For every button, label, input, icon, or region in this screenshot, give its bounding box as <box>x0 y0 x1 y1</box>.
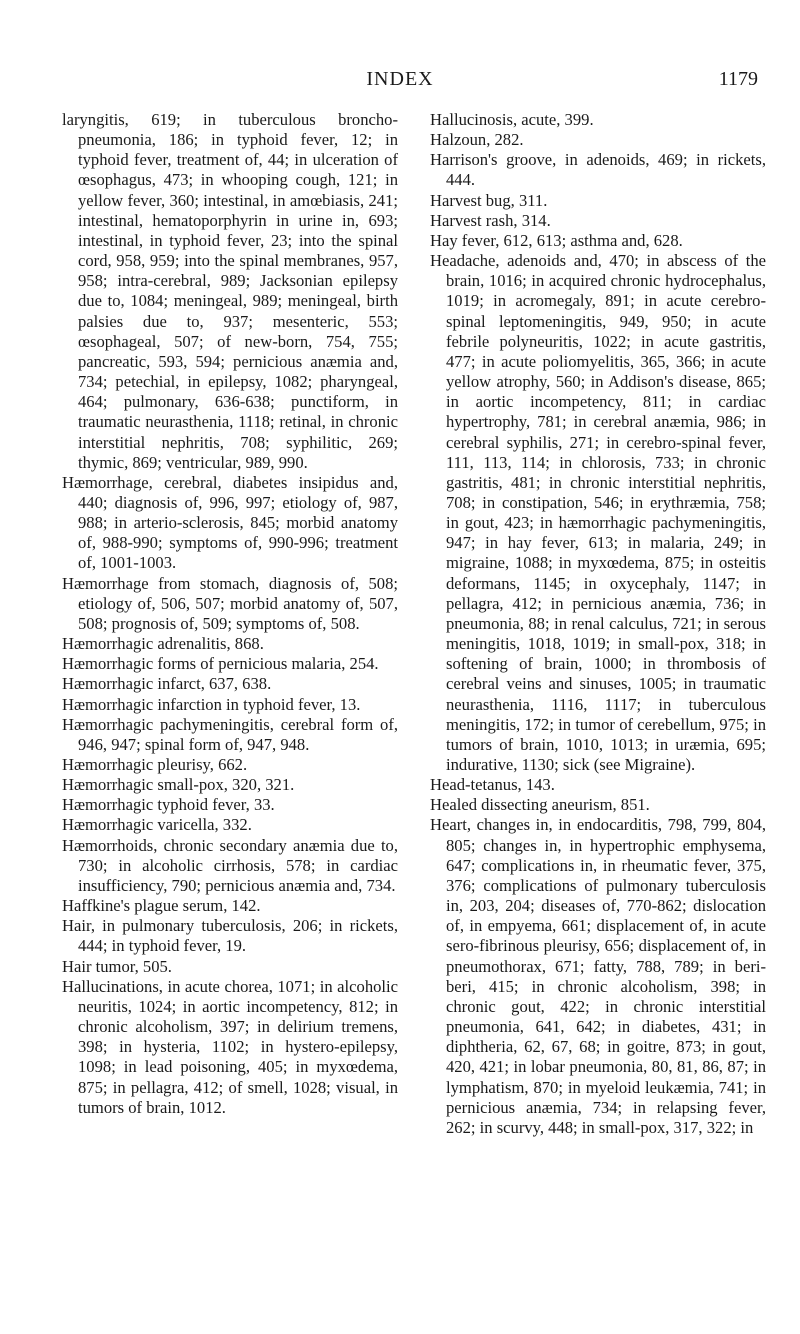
index-entry: Hair, in pulmonary tuberculosis, 206; in rickets, 444; in typhoid fever, 19. <box>62 916 398 956</box>
index-entry: Hair tumor, 505. <box>62 956 172 976</box>
page-title: INDEX <box>366 68 434 90</box>
index-entry: Hæmorrhagic pachymeningitis, cerebral form of, 946, 947; spinal form of, 947, 948. <box>62 714 398 754</box>
index-entry: Hæmorrhagic pleurisy, 662. <box>62 755 248 774</box>
index-entry: Hæmorrhagic small-pox, 320, 321. <box>62 775 295 795</box>
page-number: 1179 <box>718 68 758 90</box>
left-column <box>62 110 398 1118</box>
right-column <box>430 110 766 1138</box>
index-entry: Harrison's groove, in adenoids, 469; in rickets, 444. <box>430 150 766 190</box>
index-entry: Hallucinations, in acute chorea, 1071; in alcoholic neuritis, 1024; in aortic incompetency, 812; in chronic alcoholism, 397; in delirium tremens, 398; in hysteria, 1102; in hystero-epilepsy, 1098; in lead poisoning, 405; in myxœdema, 875; in pellagra, 412; of smell, 1028; visual, in tumors of brain, 1012. <box>62 976 398 1117</box>
index-entry: Heart, changes in, in endocarditis, 798, 799, 804, 805; changes in, in hypertrophic emphysema, 647; complications in, in rheumatic fever, 375, 376; complications of pulmonary tuberculosis in, 203, 204; diseases of, 770-862; dislocation of, in empyema, 661; displacement of, in acute sero-fibrinous pleurisy, 656; displacement of, in pneumothorax, 671; fatty, 788, 789; in beri-beri, 415; in chronic alcoholism, 398; in chronic gout, 422; in chronic interstitial pneumonia, 641, 642; in diabetes, 431; in diphtheria, 62, 67, 68; in goitre, 873; in gout, 420, 421; in lobar pneumonia, 80, 81, 86, 87; in lymphatism, 870; in myeloid leukæmia, 741; in pernicious anæmia, 734; in relapsing fever, 262; in scurvy, 448; in small-pox, 317, 322; in <box>430 815 766 1137</box>
index-entry: Hæmorrhoids, chronic secondary anæmia due to, 730; in alcoholic cirrhosis, 578; in cardiac insufficiency, 790; pernicious anæmia and, 734. <box>62 835 398 895</box>
index-entry: laryngitis, 619; in tuberculous broncho-pneumonia, 186; in typhoid fever, 12; in typhoid fever, treatment of, 44; in ulceration of œsophagus, 473; in whooping cough, 121; in yellow fever, 360; intestinal, in amœbiasis, 241; intestinal, hematoporphyrin in urine in, 693; intestinal, in typhoid fever, 23; into the spinal cord, 958, 959; into the spinal membranes, 957, 958; intra-cerebral, 989; Jacksonian epilepsy due to, 1084; meningeal, 989; meningeal, birth palsies due to, 937; mesenteric, 553; œsophageal, 507; of new-born, 754, 755; pancreatic, 593, 594; pernicious anæmia and, 734; petechial, in epilepsy, 1082; pharyngeal, 464; pulmonary, 636-638; punctiform, in traumatic neurasthenia, 1118; retinal, in chronic interstitial nephritis, 708; syphilitic, 269; thymic, 869; ventricular, 989, 990. <box>62 110 398 472</box>
index-entry: Hæmorrhage from stomach, diagnosis of, 508; etiology of, 506, 507; morbid anatomy of, 507, 508; prognosis of, 509; symptoms of, 508. <box>62 573 398 633</box>
index-entry: Headache, adenoids and, 470; in abscess of the brain, 1016; in acquired chronic hydrocephalus, 1019; in acromegaly, 891; in acute cerebro-spinal leptomeningitis, 949, 950; in acute febrile polyneuritis, 1022; in acute gastritis, 477; in acute poliomyelitis, 365, 366; in acute yellow atrophy, 560; in Addison's disease, 865; in aortic incompetency, 811; in cardiac hypertrophy, 781; in cerebral anæmia, 986; in cerebral syphilis, 271; in cerebro-spinal fever, 111, 113, 114; in chlorosis, 733; in chronic gastritis, 481; in chronic interstitial nephritis, 708; in constipation, 546; in erythræmia, 758; in gout, 423; in hæmorrhagic pachymeningitis, 947; in hay fever, 613; in malaria, 249; in migraine, 1088; in myxœdema, 875; in osteitis deformans, 1145; in oxycephaly, 1147; in pellagra, 412; in pernicious anæmia, 736; in pneumonia, 88; in renal calculus, 721; in serous meningitis, 1018, 1019; in small-pox, 318; in softening of brain, 1000; in thrombosis of cerebral veins and sinuses, 1005; in traumatic neurasthenia, 1116, 1117; in tuberculous meningitis, 172; in tumor of cerebellum, 975; in tumors of brain, 1010, 1013; in uræmia, 695; indurative, 1130; sick (see Migraine). <box>430 251 766 774</box>
index-entry: Hæmorrhagic infarct, 637, 638. <box>62 674 272 694</box>
index-entry: Harvest rash, 314. <box>430 210 551 230</box>
index-entry: Head-tetanus, 143. <box>430 775 555 795</box>
index-entry: Hæmorrhagic adrenalitis, 868. <box>62 634 264 654</box>
index-entry: Hæmorrhagic varicella, 332. <box>62 815 252 835</box>
index-entry: Hæmorrhage, cerebral, diabetes insipidus and, 440; diagnosis of, 996, 997; etiology of, 987, 988; in arterio-sclerosis, 845; morbid anatomy of, 988-990; symptoms of, 990-996; treatment of, 1001-1003. <box>62 472 398 573</box>
index-entry: Hæmorrhagic forms of pernicious malaria, 254. <box>62 654 379 674</box>
index-entry: Hæmorrhagic typhoid fever, 33. <box>62 795 275 815</box>
index-entry: Healed dissecting aneurism, 851. <box>430 795 650 815</box>
index-entry: Haffkine's plague serum, 142. <box>62 896 261 916</box>
index-entry: Harvest bug, 311. <box>430 190 548 210</box>
index-entry: Hallucinosis, acute, 399. <box>430 110 594 129</box>
page-header <box>0 0 800 100</box>
index-entry: Hæmorrhagic infarction in typhoid fever, 13. <box>62 694 361 714</box>
index-entry: Halzoun, 282. <box>430 130 524 150</box>
index-entry: Hay fever, 612, 613; asthma and, 628. <box>430 230 683 250</box>
